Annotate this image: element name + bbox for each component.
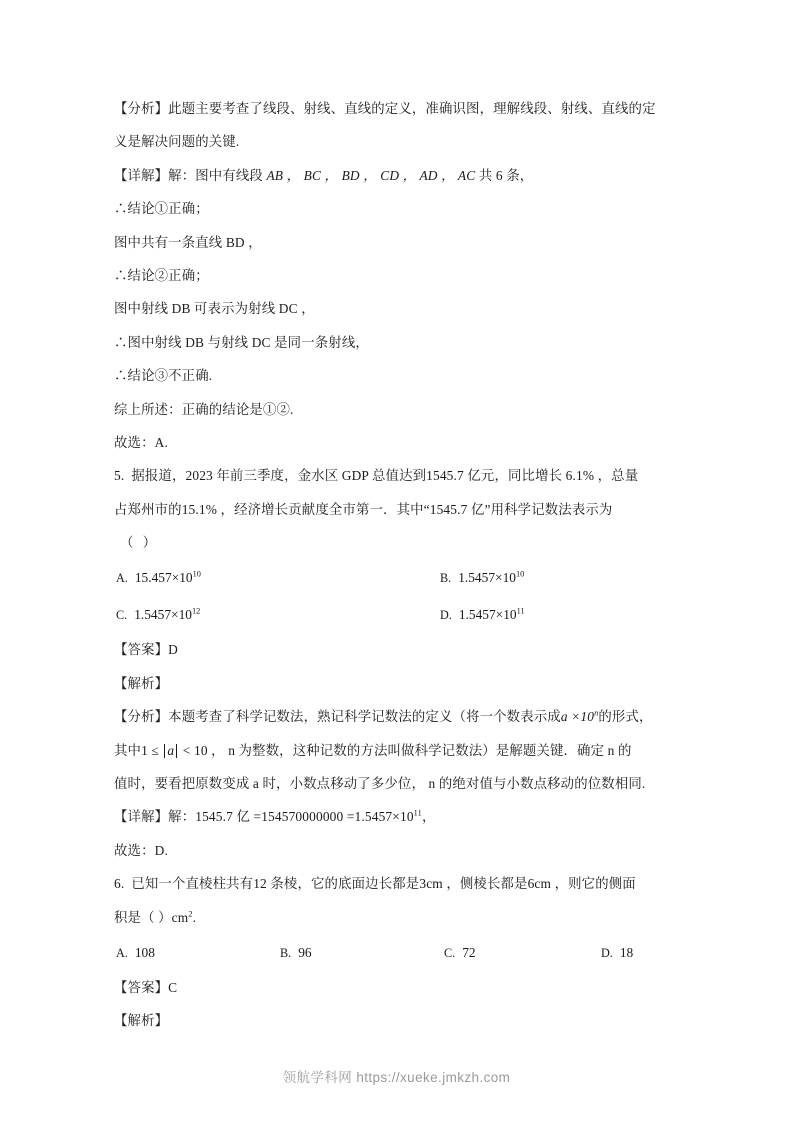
q5-option-a-value: 15.457×10: [134, 570, 193, 586]
q4-detail-segments: AB ， BC ， BD ， CD ， AD ， AC: [266, 167, 476, 183]
q5-option-a[interactable]: [116, 559, 201, 597]
q5-option-d[interactable]: [440, 596, 525, 634]
q5-detail-exponent: 11: [413, 808, 422, 818]
q6-option-b[interactable]: [280, 934, 312, 972]
q6-answer-line: [114, 971, 680, 1004]
q6-option-d-label: D.: [601, 945, 613, 960]
q4-analysis-line-2: 义是解决问题的关键.: [114, 134, 240, 150]
q4-answer-choice: 故选：A.: [114, 434, 168, 450]
q6-option-a[interactable]: [116, 934, 155, 972]
q5-option-c-label: C.: [116, 608, 128, 623]
q6-stem-2-post: .: [192, 909, 197, 925]
q5-option-c-value: 1.5457×10: [134, 607, 192, 623]
q5-option-d-exponent: 11: [516, 607, 525, 616]
q4-summary: 综上所述：正确的结论是①②.: [114, 401, 294, 417]
q5-option-d-label: D.: [440, 608, 452, 623]
q5-answer-label: 【答案】: [114, 642, 169, 658]
q5-analysis-line-1: [114, 700, 680, 733]
q6-option-d[interactable]: [601, 934, 633, 972]
q5-options-row-2: [114, 596, 680, 633]
q5-number: 5.: [114, 468, 125, 484]
q6-explain-label: 【解析】: [114, 1013, 169, 1029]
document-content: [114, 92, 680, 1038]
q5-stem-blank: （ ）: [120, 535, 160, 551]
q5-option-a-label: A.: [116, 571, 128, 586]
footer-url: https://xueke.jmkzh.com: [356, 1070, 511, 1085]
q6-option-c[interactable]: [444, 934, 476, 972]
q5-analysis-formula-base: a ×10: [560, 709, 595, 725]
q5-stem-line-1: [114, 459, 680, 492]
q4-conclusion-2: ∴结论②正确；: [114, 267, 209, 283]
q5-analysis-line-2: [114, 734, 680, 767]
q5-final-choice: 故选：D.: [114, 842, 168, 858]
q5-analysis-2-pre: 其中1 ≤: [114, 742, 163, 758]
q4-analysis-line-1: 【分析】此题主要考查了线段、射线、直线的定义，准确识图，理解线段、射线、直线的定: [114, 101, 656, 116]
q6-number: 6.: [114, 876, 125, 892]
q4-ray-db-dc: 图中射线 DB 可表示为射线 DC ，: [114, 301, 315, 317]
footer-site-name: 领航学科网: [282, 1070, 353, 1085]
q6-answer-label: 【答案】: [114, 979, 169, 995]
q6-option-b-label: B.: [280, 945, 292, 960]
q6-option-c-label: C.: [444, 945, 456, 960]
q5-option-d-value: 1.5457×10: [458, 607, 517, 623]
q6-option-d-value: 18: [619, 944, 634, 960]
q4-conclusion-3: ∴结论③不正确.: [114, 368, 213, 384]
q5-option-a-exponent: 10: [192, 570, 201, 579]
q4-line-bd: 图中共有一条直线 BD ，: [114, 234, 262, 250]
absolute-value-notation: a: [164, 744, 177, 758]
q6-stem-line-2: [114, 901, 680, 934]
q5-option-c-exponent: 12: [191, 607, 201, 616]
q6-stem-2-exponent: 2: [188, 909, 193, 919]
q5-detail-post: ，: [421, 809, 436, 825]
q5-analysis-2-mid: < 10 ， n 为整数，这种记数的方法叫做科学记数法）是解题关键．确定 n 的: [179, 742, 632, 758]
q6-stem-line-1: [114, 867, 680, 900]
q5-answer-value: D: [168, 642, 178, 658]
q6-stem-text-1: 已知一个直棱柱共有12 条棱，它的底面边长都是3cm ，侧棱长都是6cm ，则它的侧面: [131, 876, 636, 892]
q5-analysis-formula-exponent: n: [594, 708, 599, 718]
q4-detail-tail: 共 6 条，: [475, 167, 534, 183]
q6-option-c-value: 72: [462, 944, 476, 960]
q5-option-b[interactable]: [440, 559, 524, 597]
q5-options-row-1: [114, 559, 680, 596]
q5-answer-line: [114, 633, 680, 666]
q6-option-a-label: A.: [116, 945, 128, 960]
q5-analysis-text-pre: 【分析】本题考查了科学记数法，熟记科学记数法的定义（将一个数表示成: [114, 709, 561, 725]
q4-conclusion-1: ∴结论①正确；: [114, 201, 209, 217]
q5-option-c[interactable]: [116, 596, 200, 634]
q5-explain-label: 【解析】: [114, 675, 169, 691]
q5-analysis-line-3: 值时，要看把原数变成 a 时，小数点移动了多少位， n 的绝对值与小数点移动的位数相同.: [114, 776, 646, 792]
q5-stem-line-2: 占郑州市的15.1% ，经济增长贡献度全市第一．其中“1545.7 亿”用科学记数法表示为: [114, 501, 613, 517]
q5-option-b-value: 1.5457×10: [458, 570, 516, 586]
q6-answer-value: C: [168, 979, 178, 995]
q4-detail-line: [114, 159, 680, 192]
q5-detail-pre: 【详解】解：1545.7 亿 =154570000000 =1.5457×10: [114, 809, 414, 825]
q6-option-b-value: 96: [298, 944, 312, 960]
q5-stem-text-1: 据报道，2023 年前三季度，金水区 GDP 总值达到1545.7 亿元，同比增长 6.1% ，总量: [131, 468, 639, 484]
q5-detail-line: [114, 800, 680, 833]
q5-option-b-exponent: 10: [515, 570, 525, 579]
q5-analysis-text-post: 的形式，: [598, 709, 653, 725]
q6-option-a-value: 108: [134, 944, 155, 960]
q5-option-b-label: B.: [440, 571, 452, 586]
q6-stem-2-pre: 积是（ ）cm: [114, 909, 189, 925]
q4-ray-same: ∴图中射线 DB 与射线 DC 是同一条射线，: [114, 334, 369, 350]
footer-watermark: [0, 1066, 793, 1086]
q6-options-row: [114, 934, 680, 971]
q4-detail-label: 【详解】解：图中有线段: [114, 167, 267, 183]
